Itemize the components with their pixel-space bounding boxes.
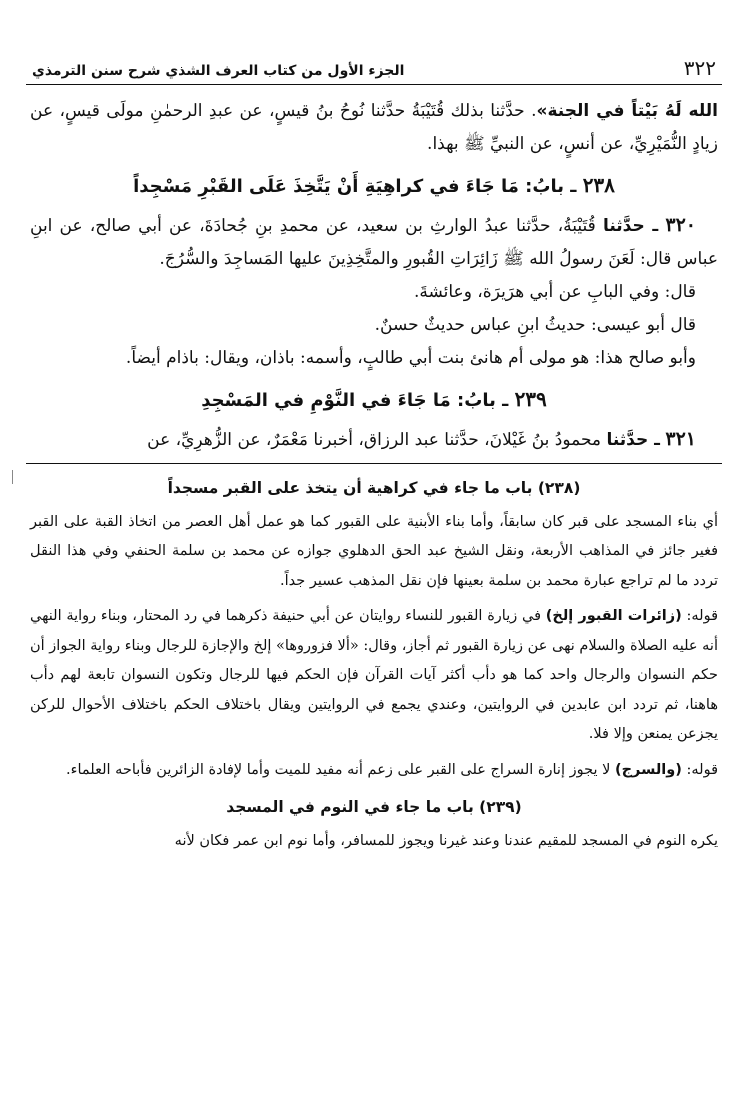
commentary-title-238: (٢٣٨) باب ما جاء في كراهية أن يتخذ على القبر مسجداً — [167, 479, 581, 497]
line-bab: قال: وفي البابِ عن أبي هرَيرَة، وعائشةَ. — [413, 282, 696, 302]
chapter-238-number: ٢٣٨ — [582, 173, 615, 197]
commentary-title-239: (٢٣٩) باب ما جاء في النوم في المسجد — [226, 798, 522, 816]
main-text — [26, 85, 722, 457]
commentary-para-1: أي بناء المسجد على قبر كان سابقاً، وأما بناء الأبنية على القبور كما هو عمل أهل العصر من اتخاذ القبة على القبر فغير جائز في المذاهب الأربعة، ونقل الشيخ عبد الحق الدهلوي جوازه عن محمد بن سلمة الحنفي وفي هذا النقل تردد ما لم تراجع عبارة محمد بن سلمة بعينها فإن نقل المذهب عسير جداً. — [30, 513, 718, 589]
commentary-para-2-text: في زيارة القبور للنساء روايتان عن أبي حنيفة ذكرهما في رد المحتار، وبناء رواية النهي أنه عليه الصلاة والسلام نهى عن زيارة القبور ثم أجاز، وقال: «ألا فزوروها» إلخ والإجازة للرجال وبناء رواية الجواز أن حكم النسوان والرجال واحد كما هو دأب أكثر آيات القرآن فإن الحكم فيها للرجال وتكون النسوان تابعة لهم دأب هاهنا، ثم تردد ابن عابدين في الروايتين، وعندي يجمع في الروايتين ويقال باختلاف الحكم باختلاف الأحوال للركن يجزعن يمنعن وإلا فلا. — [30, 608, 718, 742]
running-title: الجزء الأول من كتاب العرف الشذي شرح سنن الترمذي — [32, 63, 405, 79]
scan-mark — [12, 470, 13, 484]
hadith-321-lead: ـ حدَّثنا — [606, 430, 660, 450]
commentary-para-3-bold: (والسرج) — [614, 761, 682, 778]
running-header — [26, 56, 722, 85]
line-abu-isa: قال أبو عيسى: حديثُ ابنِ عباس حديثٌ حسنٌ. — [374, 315, 696, 335]
commentary-para-2-bold: (زائرات القبور إلخ) — [545, 608, 682, 624]
top-paragraph-lead: الله لَهُ بَيْتاً في الجنة» — [536, 101, 718, 121]
commentary-para-3 — [30, 756, 718, 786]
hadith-321 — [30, 423, 718, 457]
hadith-320-lead: ـ حدَّثنا — [602, 216, 659, 236]
chapter-238-heading — [30, 169, 718, 203]
commentary-para-2-lead: قوله: — [681, 608, 719, 624]
hadith-321-number: ٣٢١ — [665, 428, 696, 450]
top-paragraph — [30, 95, 718, 161]
hadith-321-text: محمودُ بنُ غَيْلانَ، حدَّثنا عبد الرزاق، أخبرنا مَعْمَرٌ، عن الزُّهرِيِّ، عن — [147, 430, 602, 450]
commentary-para-3-lead: قوله: — [681, 761, 718, 778]
book-page — [26, 56, 722, 862]
top-paragraph-text: . حدَّثنا بذلك قُتَيْبَةُ حدَّثنا نُوحُ بنُ قيسٍ، عن عبدِ الرحمٰنِ مولَى قيسٍ، عن زيادٍ النُّمَيْرِيِّ، عن أنسٍ، عن النبيِّ ﷺ بهذا. — [30, 101, 718, 154]
chapter-238-title: ـ بابُ: مَا جَاءَ في كراهِيَةِ أَنْ يَتَّخِذَ عَلَى القَبْرِ مَسْجِداً — [133, 176, 577, 197]
hadith-320-text: قُتَيْبَةُ، حدَّثنا عبدُ الوارثِ بن سعيد، عن محمدِ بنِ جُحادَةَ، عن أبي صالح، عن ابنِ عباس قال: لَعَنَ رسولُ الله ﷺ زَائِرَاتِ القُبورِ والمتَّخِذِينَ عليها المَساجِدَ والسُّرُجَ. — [30, 216, 718, 269]
commentary-para-2 — [30, 602, 718, 750]
commentary-para-3-text: لا يجوز إنارة السراج على القبر على زعم أنه مفيد للميت وأما لإفادة الزائرين فأباحه العلماء. — [66, 761, 615, 778]
chapter-239-heading — [30, 383, 718, 417]
commentary-para-4: يكره النوم في المسجد للمقيم عندنا وعند غيرنا ويجوز للمسافر، وأما نوم ابن عمر فكان لأنه — [174, 832, 718, 849]
chapter-239-number: ٢٣٩ — [514, 387, 547, 411]
hadith-320-number: ٣٢٠ — [665, 214, 697, 236]
commentary-section — [26, 464, 722, 856]
hadith-320 — [30, 209, 718, 276]
line-abu-salih: وأبو صالح هذا: هو مولى أم هانئ بنت أبي طالبٍ، وأسمه: باذان، ويقال: باذام أيضاً. — [125, 348, 696, 368]
page-number: ٣٢٢ — [683, 56, 716, 80]
chapter-239-title: ـ بابُ: مَا جَاءَ في النَّوْمِ في المَسْجِدِ — [201, 390, 509, 411]
